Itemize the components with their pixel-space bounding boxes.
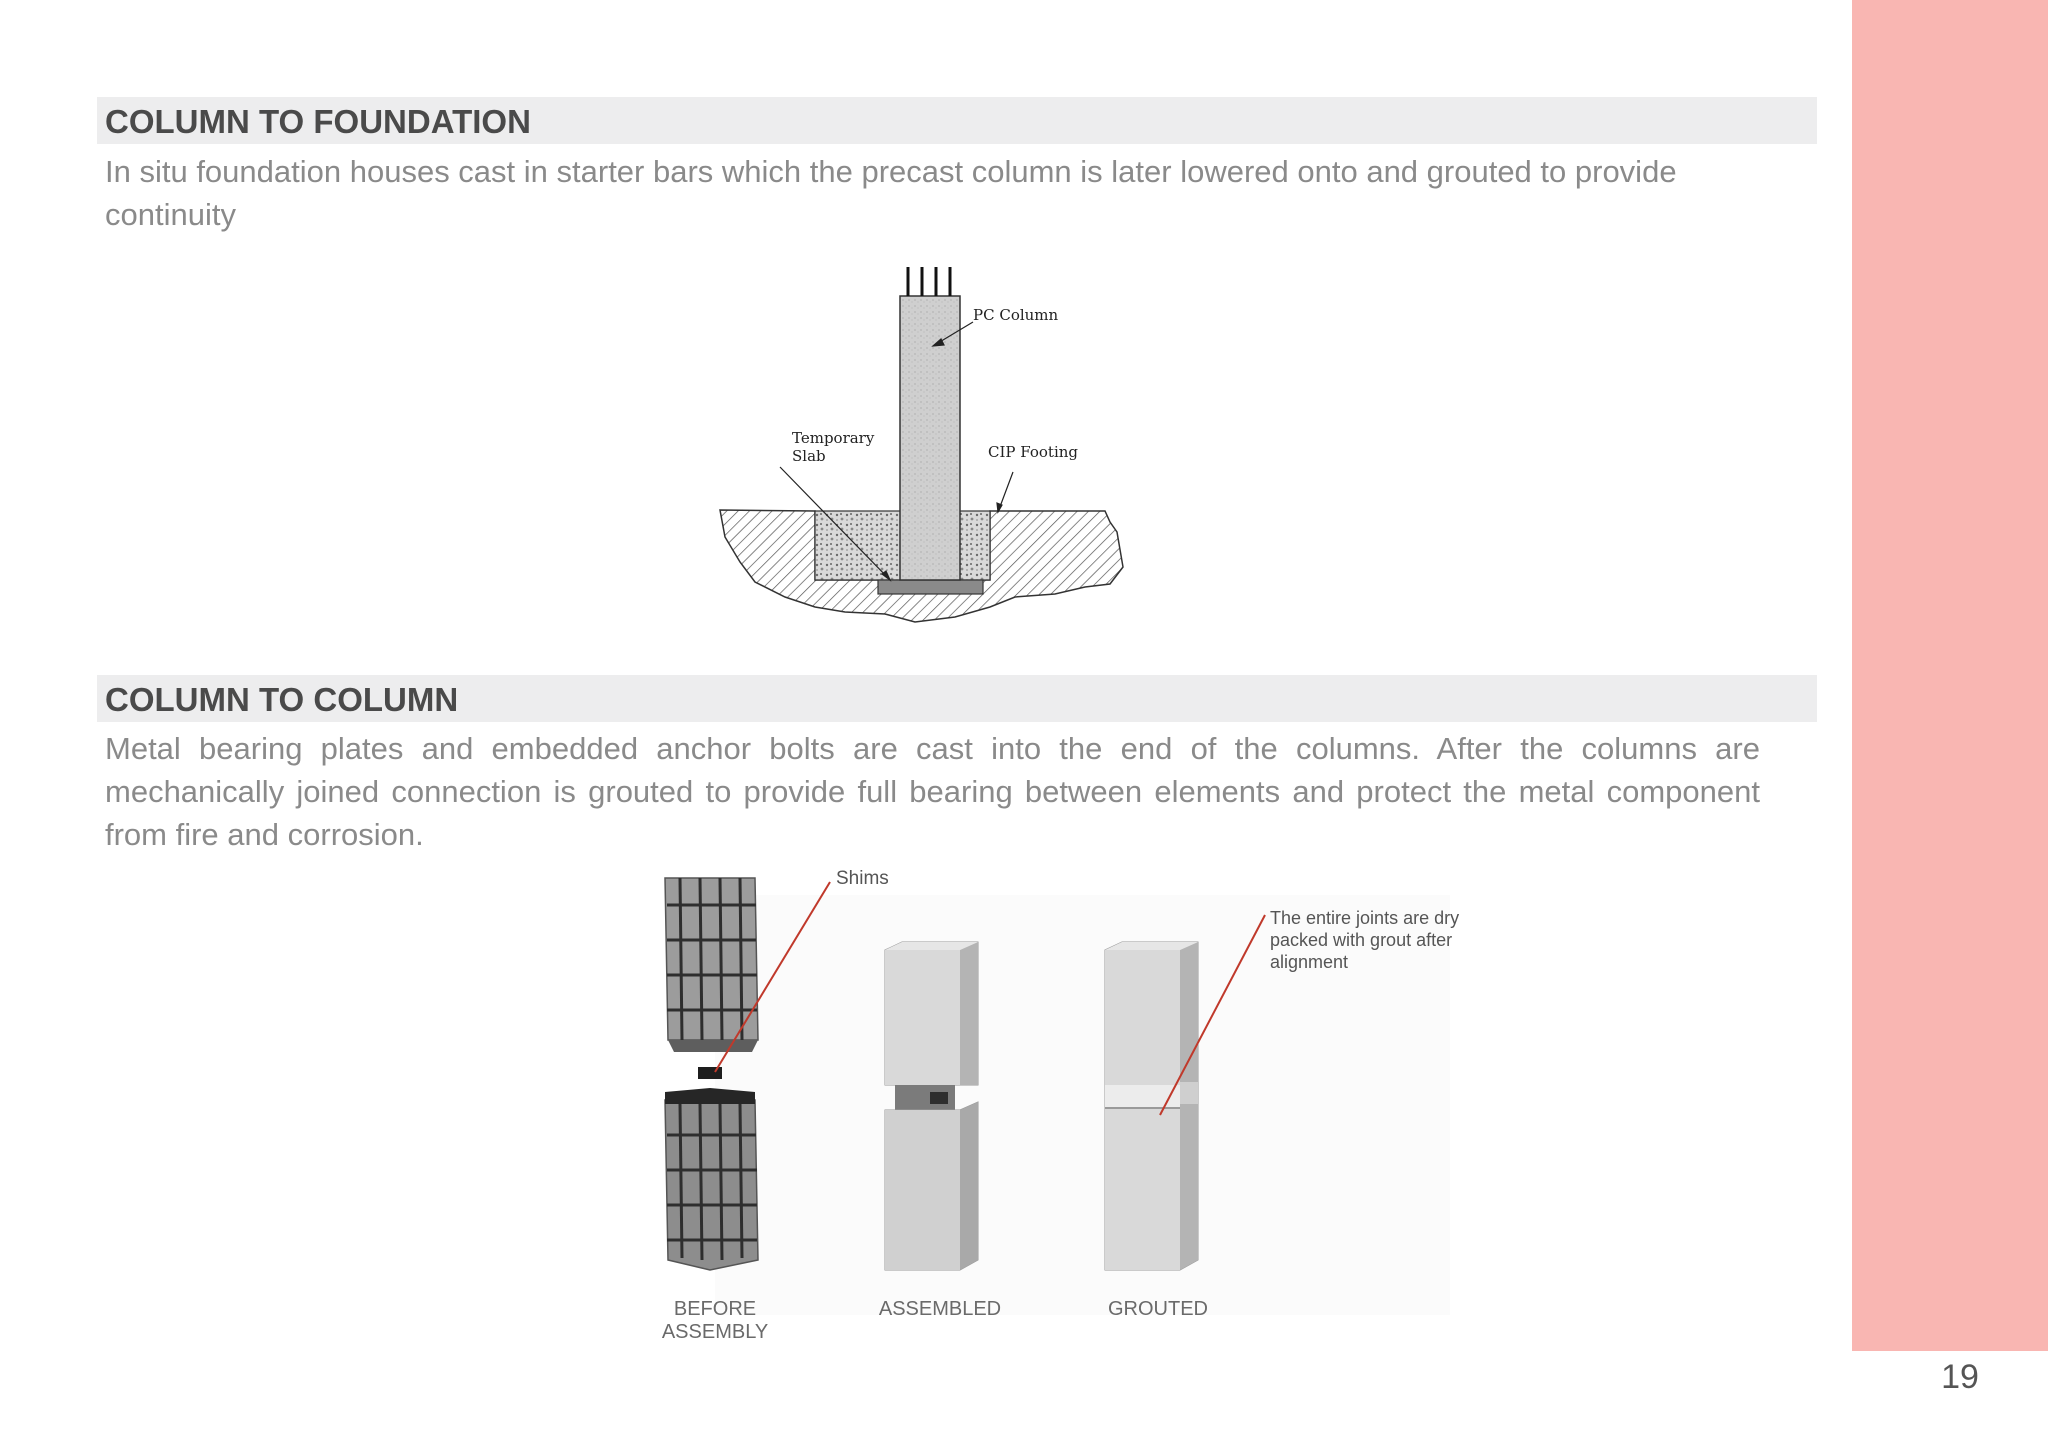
temporary-slab xyxy=(878,580,983,594)
section-header-column xyxy=(97,675,1817,722)
caption-assembled: ASSEMBLED xyxy=(878,1298,1002,1320)
label-pc-column: PC Column xyxy=(973,306,1059,324)
shim-plate xyxy=(698,1067,722,1079)
sidebar-accent-strip xyxy=(1852,0,2048,1351)
caption-grouted: GROUTED xyxy=(1108,1298,1208,1320)
shims-label: Shims xyxy=(836,868,889,889)
grout-note: The entire joints are dry packed with grout after alignment xyxy=(1270,908,1460,972)
page-number: 19 xyxy=(1941,1358,1979,1396)
section-title-foundation: COLUMN TO FOUNDATION xyxy=(105,103,531,140)
label-temporary-line1: Temporary xyxy=(792,429,875,447)
label-temporary-line2: Slab xyxy=(792,447,826,465)
label-cip-footing: CIP Footing xyxy=(988,443,1078,461)
starter-bars xyxy=(908,267,950,296)
section-header-foundation xyxy=(97,97,1817,144)
grouted-column xyxy=(1105,942,1198,1270)
pc-column xyxy=(900,296,960,580)
section-body-column: Metal bearing plates and embedded anchor bolts are cast into the end of the columns. After the columns are mechanically joined connection is grouted to provide full bearing between elements and protect the metal component from fire and corrosion. xyxy=(105,731,1760,852)
section-title-column: COLUMN TO COLUMN xyxy=(105,681,459,718)
section-body-foundation: In situ foundation houses cast in starter bars which the precast column is later lowered onto and grouted to provide continuity xyxy=(105,154,1677,232)
caption-before-assembly: BEFORE ASSEMBLY xyxy=(661,1298,769,1343)
column-foundation-diagram xyxy=(715,262,1130,627)
